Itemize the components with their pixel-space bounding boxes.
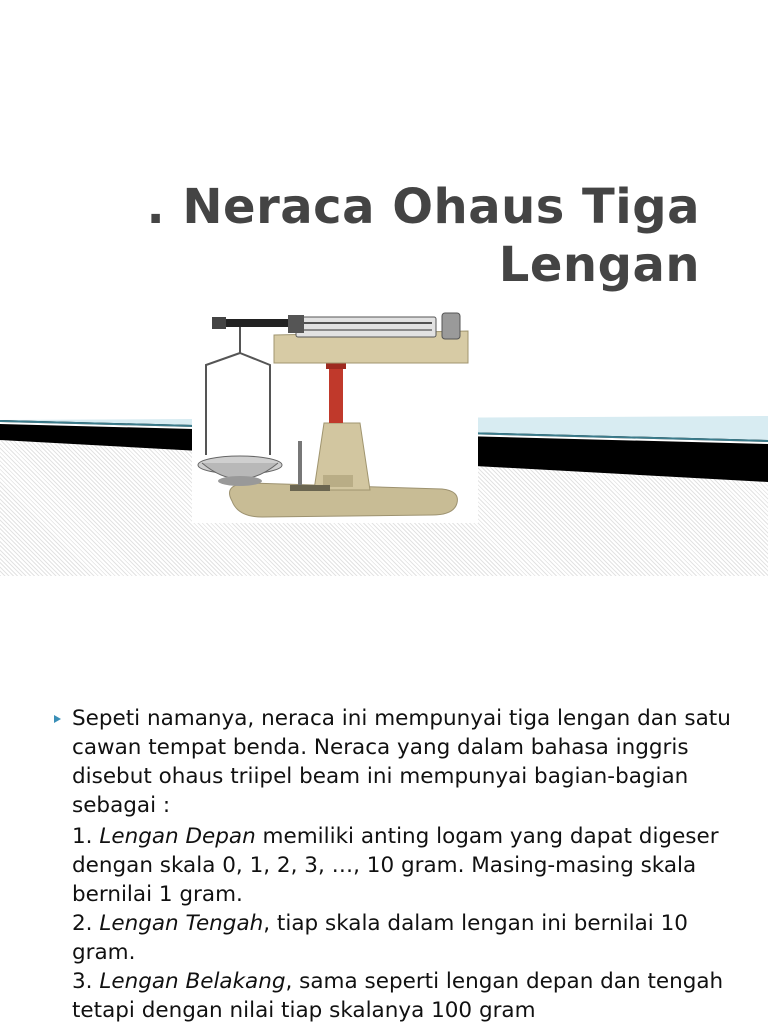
- list-item-3: 3. Lengan Belakang, sama seperti lengan depan dan tengah tetapi dengan nilai tiap skalanya 100 gram: [72, 969, 724, 1023]
- term-lengan-depan: Lengan Depan: [99, 824, 256, 849]
- slide-title: [60, 178, 700, 294]
- list-item-2: 2. Lengan Tengah, tiap skala dalam lengan ini bernilai 10 gram.: [72, 911, 688, 965]
- term-lengan-tengah: Lengan Tengah: [99, 911, 264, 936]
- title-line-2: Lengan: [498, 237, 700, 293]
- term-lengan-belakang: Lengan Belakang: [99, 969, 286, 994]
- list-item-1: 1. Lengan Depan memiliki anting logam yang dapat digeser dengan skala 0, 1, 2, 3, …, 10 gram. Masing-masing skala bernilai 1 gram.: [72, 824, 719, 907]
- bullet-list: [54, 704, 734, 1025]
- intro-paragraph: Sepeti namanya, neraca ini mempunyai tiga lengan dan satu cawan tempat benda. Neraca yang dalam bahasa inggris disebut ohaus triipel beam ini mempunyai bagian-bagian sebagai :: [72, 706, 731, 818]
- title-line-1: . Neraca Ohaus Tiga: [146, 179, 700, 235]
- balance-illustration: [192, 305, 478, 523]
- bullet-item: [72, 704, 734, 1025]
- slide-2: [0, 576, 768, 1024]
- bullet-arrow-icon: [54, 715, 61, 723]
- triple-beam-balance-photo: [192, 305, 478, 523]
